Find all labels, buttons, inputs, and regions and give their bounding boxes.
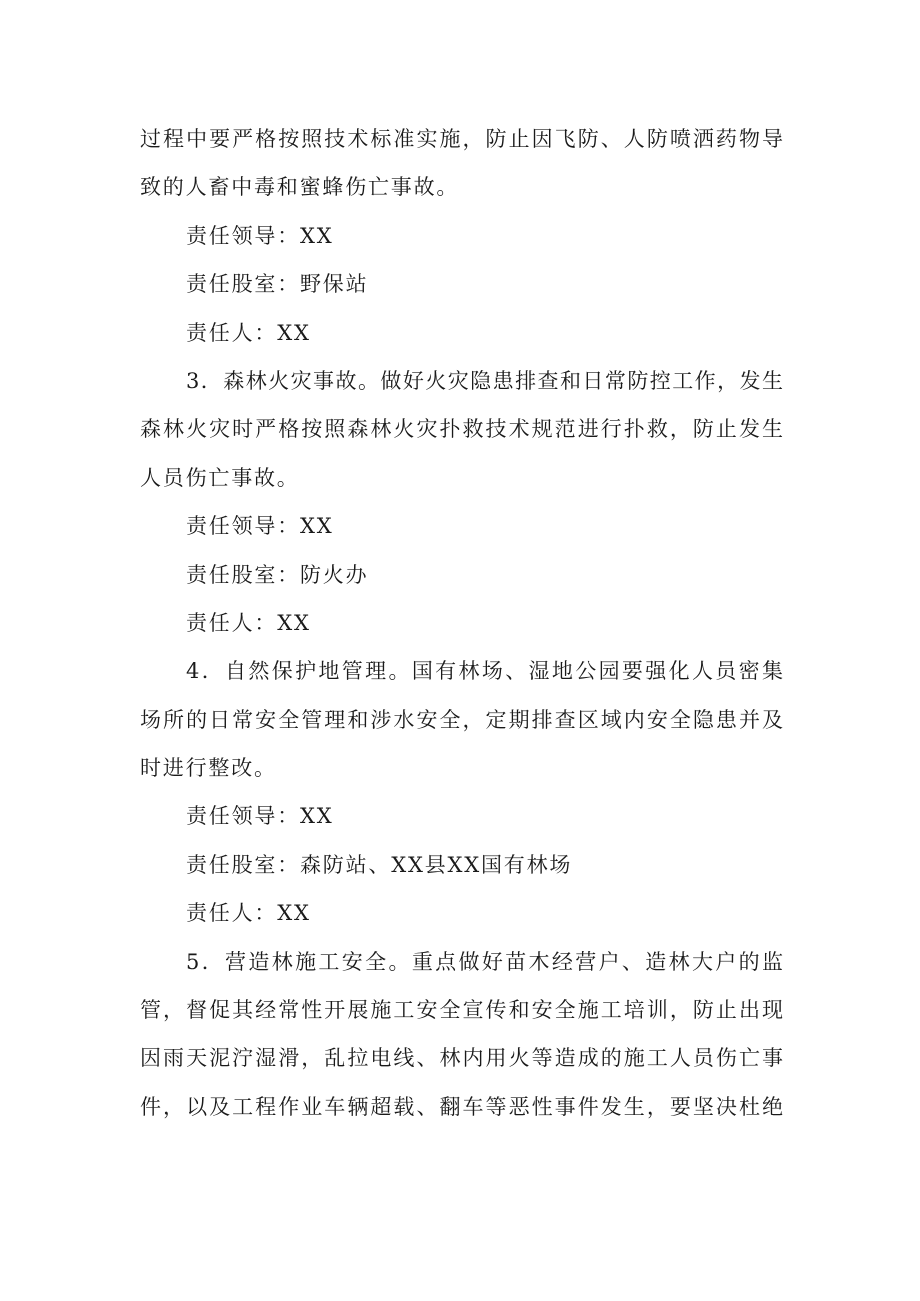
section-5-line-1: 5．营造林施工安全。重点做好苗木经营户、造林大户的监	[186, 949, 783, 974]
section-4-line-3: 时进行整改。	[140, 756, 277, 781]
paragraph-line-2: 致的人畜中毒和蜜蜂伤亡事故。	[140, 175, 460, 200]
responsible-department: 责任股室：防火办	[186, 562, 369, 587]
section-3-line-1: 3．森林火灾事故。做好火灾隐患排查和日常防控工作，发生	[186, 368, 783, 393]
section-3-line-2: 森林火灾时严格按照森林火灾扑救技术规范进行扑救，防止发生	[140, 417, 783, 442]
responsible-leader: 责任领导：XX	[186, 514, 334, 539]
section-5-line-4: 件，以及工程作业车辆超载、翻车等恶性事件发生，要坚决杜绝	[140, 1094, 783, 1119]
section-3-line-3: 人员伤亡事故。	[140, 465, 300, 490]
responsible-department: 责任股室：野保站	[186, 272, 369, 297]
responsible-person: 责任人：XX	[186, 901, 311, 926]
responsible-leader: 责任领导：XX	[186, 804, 334, 829]
section-5-line-2: 管，督促其经常性开展施工安全宣传和安全施工培训，防止出现	[140, 998, 783, 1023]
document-body	[140, 115, 783, 1131]
responsible-department: 责任股室：森防站、XX县XX国有林场	[186, 852, 573, 877]
responsible-person: 责任人：XX	[186, 610, 311, 635]
section-4-line-1: 4．自然保护地管理。国有林场、湿地公园要强化人员密集	[186, 659, 783, 684]
responsible-leader: 责任领导：XX	[186, 223, 334, 248]
responsible-person: 责任人：XX	[186, 320, 311, 345]
section-5-line-3: 因雨天泥泞湿滑，乱拉电线、林内用火等造成的施工人员伤亡事	[140, 1046, 783, 1071]
section-4-line-2: 场所的日常安全管理和涉水安全，定期排查区域内安全隐患并及	[140, 707, 783, 732]
paragraph-line-1: 过程中要严格按照技术标准实施，防止因飞防、人防喷洒药物导	[140, 127, 783, 151]
